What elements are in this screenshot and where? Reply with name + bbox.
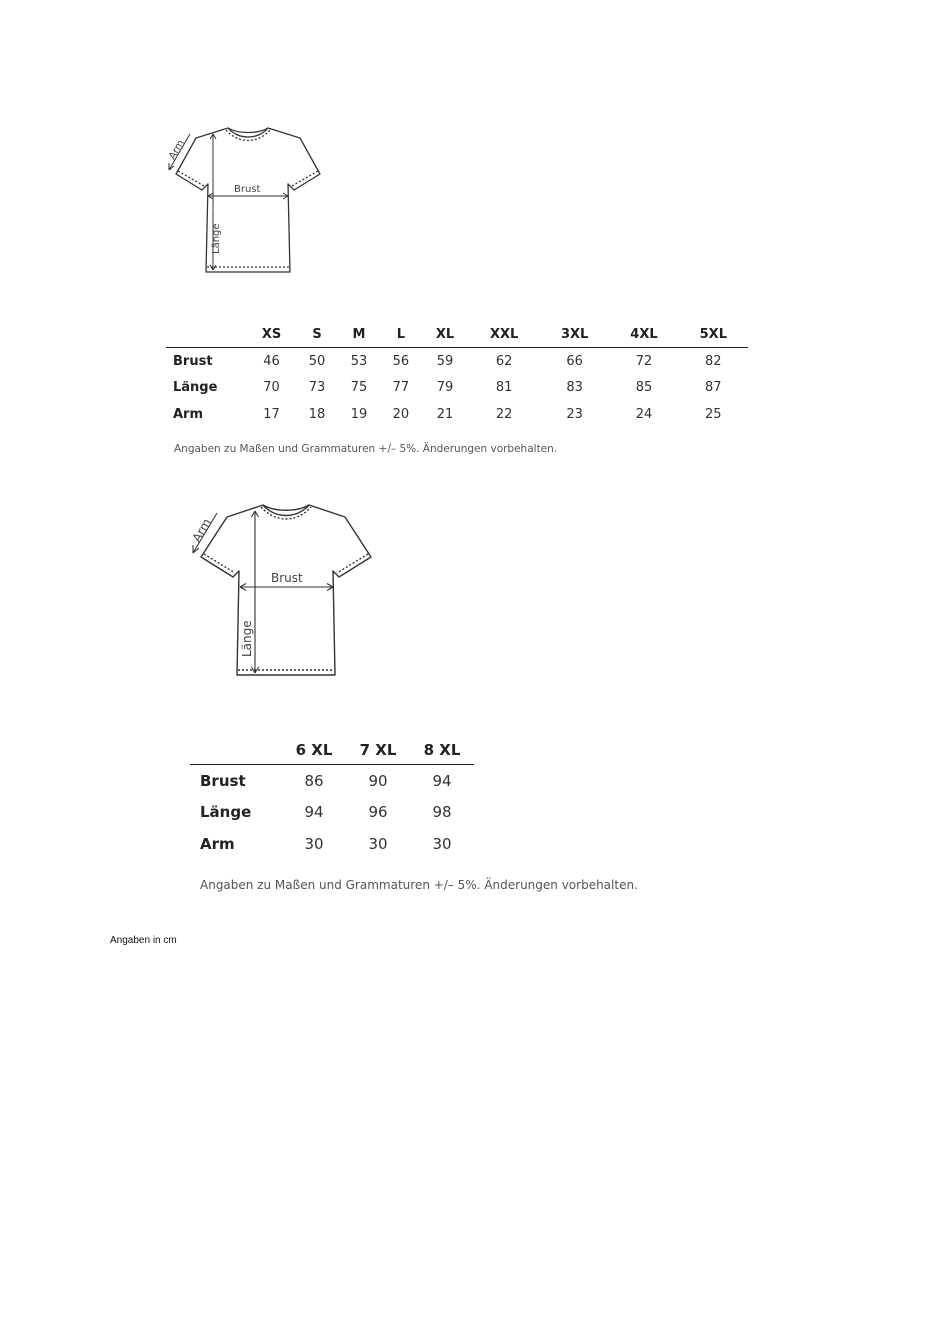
column-header: 5XL bbox=[699, 327, 727, 342]
column-header: XS bbox=[261, 327, 282, 342]
column-header: 3XL bbox=[560, 327, 589, 342]
size-table-2 bbox=[190, 735, 474, 860]
table-cell: 30 bbox=[304, 834, 324, 853]
table-cell: 30 bbox=[368, 834, 388, 853]
table-cell: 24 bbox=[635, 406, 653, 422]
arm-label: Arm bbox=[189, 516, 214, 545]
table-cell: 17 bbox=[263, 406, 280, 422]
column-header: 8 XL bbox=[423, 740, 461, 759]
row-header: Länge bbox=[173, 380, 218, 396]
table-cell: 83 bbox=[566, 380, 583, 396]
table-cell: 73 bbox=[308, 380, 326, 396]
table-cell: 94 bbox=[432, 771, 452, 790]
table-cell: 23 bbox=[566, 406, 583, 422]
column-header: XXL bbox=[489, 327, 519, 342]
column-header: 7 XL bbox=[359, 740, 397, 759]
table-cell: 25 bbox=[705, 406, 722, 422]
table-cell: 85 bbox=[635, 380, 653, 396]
column-header: 4XL bbox=[630, 327, 658, 342]
table-cell: 22 bbox=[495, 406, 513, 422]
chest-label: Brust bbox=[234, 184, 261, 195]
table-row bbox=[190, 797, 474, 829]
table-header-empty bbox=[166, 322, 247, 348]
column-header: XL bbox=[435, 327, 455, 342]
column-header: M bbox=[352, 327, 366, 342]
row-header: Brust bbox=[200, 771, 246, 790]
row-header: Arm bbox=[200, 834, 235, 853]
table-cell: 30 bbox=[432, 834, 452, 853]
tolerance-note-2: Angaben zu Maßen und Grammaturen +/– 5%. Änderungen vorbehalten. bbox=[200, 878, 638, 892]
column-header: S bbox=[312, 327, 322, 342]
table-cell: 90 bbox=[368, 771, 388, 790]
table-cell: 77 bbox=[392, 380, 410, 396]
table-row bbox=[190, 765, 474, 797]
chest-label: Brust bbox=[271, 571, 303, 585]
table-cell: 53 bbox=[350, 353, 368, 369]
table-row bbox=[166, 348, 748, 375]
table-cell: 46 bbox=[263, 353, 280, 369]
table-cell: 56 bbox=[392, 353, 410, 369]
table-cell: 87 bbox=[705, 380, 722, 396]
table-cell: 75 bbox=[350, 380, 368, 396]
table-cell: 19 bbox=[350, 406, 368, 422]
table-cell: 59 bbox=[436, 353, 454, 369]
table-cell: 62 bbox=[495, 353, 513, 369]
table-cell: 72 bbox=[635, 353, 653, 369]
table-cell: 66 bbox=[566, 353, 583, 369]
column-header: L bbox=[396, 327, 406, 342]
column-header: 6 XL bbox=[295, 740, 333, 759]
table-cell: 94 bbox=[304, 803, 324, 822]
tshirt-diagram-1 bbox=[160, 120, 330, 280]
table-cell: 98 bbox=[432, 803, 452, 822]
row-header: Länge bbox=[200, 803, 252, 822]
length-label: Länge bbox=[211, 223, 222, 254]
table-header-empty bbox=[190, 735, 282, 765]
size-table-1 bbox=[166, 322, 748, 428]
table-cell: 81 bbox=[495, 380, 513, 396]
table-cell: 21 bbox=[436, 406, 454, 422]
table-row bbox=[166, 401, 748, 428]
arm-label: Arm bbox=[167, 138, 187, 162]
length-label: Länge bbox=[240, 620, 254, 657]
tolerance-note-1: Angaben zu Maßen und Grammaturen +/– 5%. Änderungen vorbehalten. bbox=[174, 443, 558, 455]
table-cell: 70 bbox=[263, 380, 280, 396]
table-cell: 86 bbox=[304, 771, 324, 790]
table-cell: 79 bbox=[436, 380, 454, 396]
table-cell: 96 bbox=[368, 803, 388, 822]
table-cell: 82 bbox=[705, 353, 722, 369]
table-row bbox=[166, 375, 748, 402]
tshirt-diagram-2 bbox=[185, 495, 380, 685]
table-cell: 18 bbox=[308, 406, 326, 422]
table-cell: 50 bbox=[308, 353, 326, 369]
row-header: Brust bbox=[173, 353, 213, 369]
table-row bbox=[190, 828, 474, 860]
table-cell: 20 bbox=[392, 406, 410, 422]
row-header: Arm bbox=[173, 406, 204, 422]
table-header-row bbox=[166, 322, 748, 348]
table-header-row bbox=[190, 735, 474, 765]
units-note: Angaben in cm bbox=[110, 935, 177, 946]
